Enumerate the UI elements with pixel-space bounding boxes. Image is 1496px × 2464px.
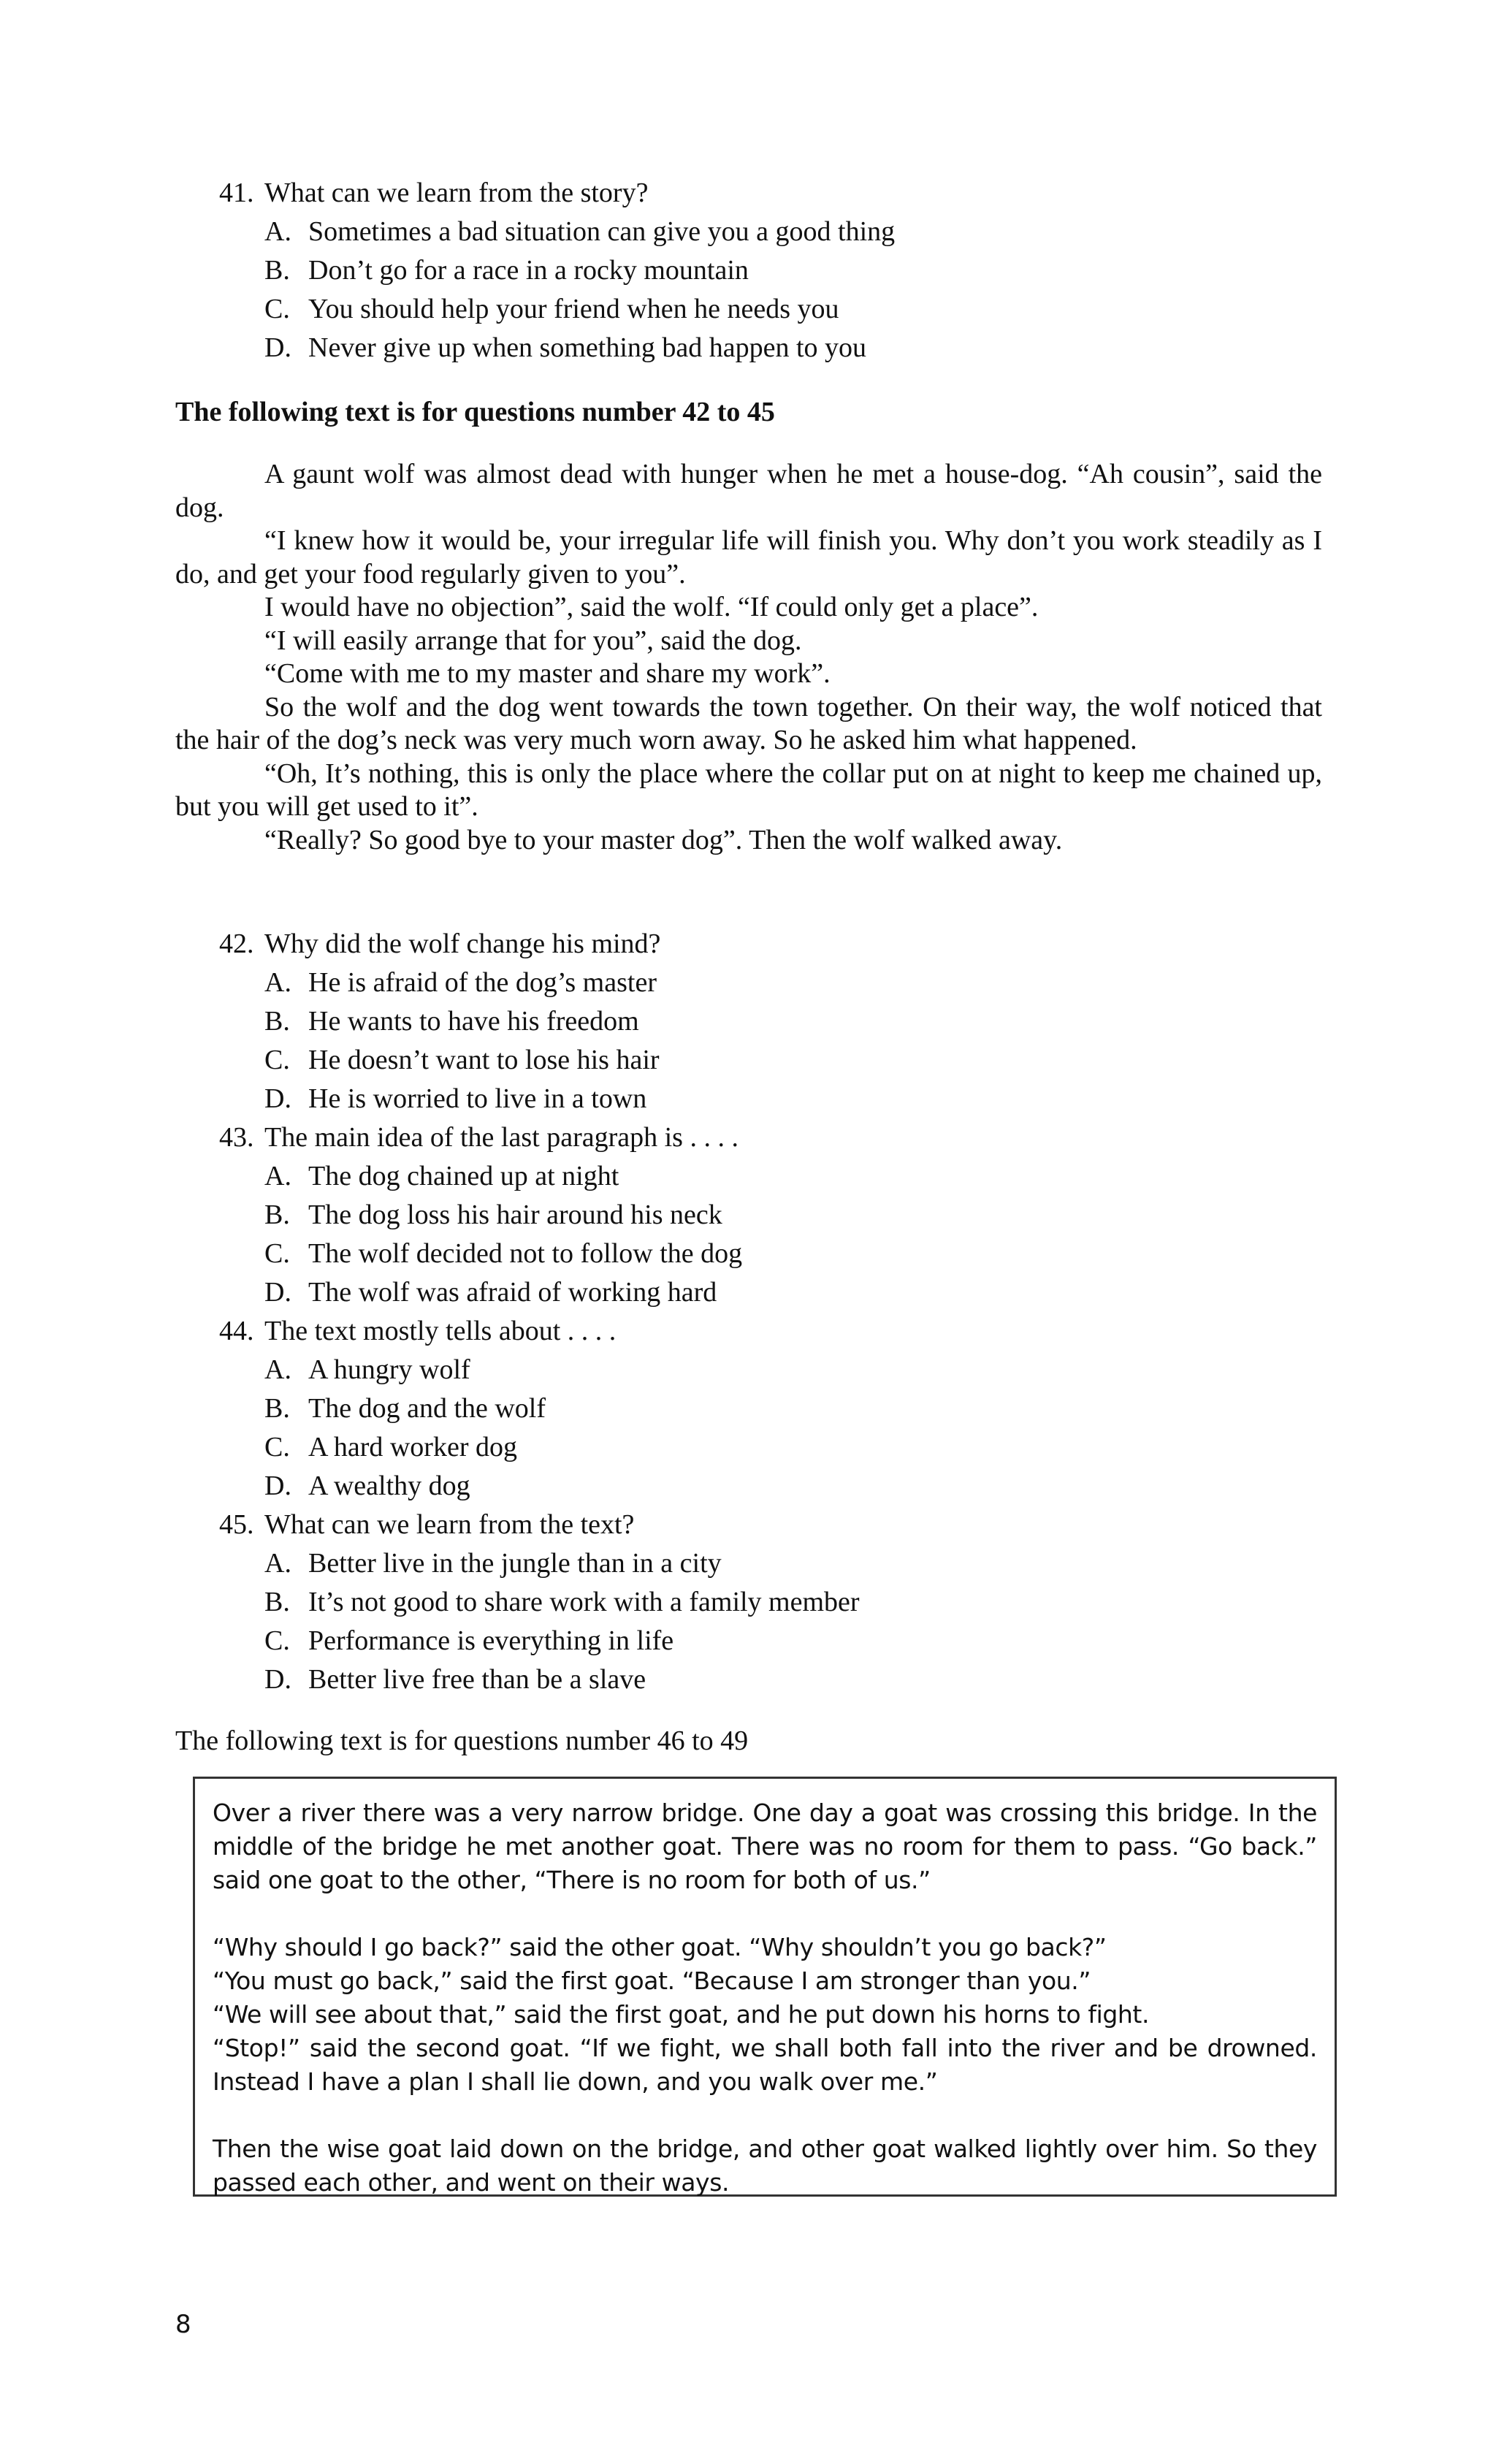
- goat-dialogue-line: “Stop!” said the second goat. “If we fight, we shall both fall into the river and be drowned. Instead I have a plan I shall lie down, and you walk over me.”: [213, 2034, 1317, 2096]
- option-a: [175, 964, 1344, 1002]
- option-letter: B.: [264, 1006, 290, 1037]
- option-text: He is worried to live in a town: [308, 1083, 647, 1114]
- question-line: [175, 1312, 1344, 1351]
- option-letter: B.: [264, 1393, 290, 1424]
- option-text: A hungry wolf: [308, 1354, 470, 1385]
- option-c: [175, 290, 1344, 329]
- option-d: [175, 1273, 1344, 1312]
- question-number: 42.: [219, 928, 254, 959]
- passage-paragraph: “Come with me to my master and share my work”.: [264, 658, 831, 689]
- goat-dialogue-line: “You must go back,” said the first goat. “Because I am stronger than you.”: [213, 1967, 1091, 1995]
- option-c: [175, 1041, 1344, 1080]
- option-letter: D.: [264, 1083, 291, 1114]
- passage-paragraph: “I knew how it would be, your irregular life will finish you. Why don’t you work steadily as I do, and get your food regularly given to you”.: [175, 525, 1322, 590]
- option-letter: D.: [264, 1277, 291, 1308]
- option-text: The dog and the wolf: [308, 1393, 546, 1424]
- option-c: [175, 1428, 1344, 1467]
- question-number: 44.: [219, 1316, 254, 1346]
- question-text: What can we learn from the story?: [264, 178, 649, 208]
- option-d: [175, 1080, 1344, 1118]
- question-text: The text mostly tells about . . . .: [264, 1316, 617, 1346]
- option-text: The wolf decided not to follow the dog: [308, 1238, 743, 1269]
- wolf-story-passage: [175, 458, 1322, 857]
- option-letter: C.: [264, 1045, 290, 1075]
- question-number: 41.: [219, 178, 254, 208]
- option-letter: D.: [264, 1664, 291, 1695]
- option-c: [175, 1622, 1344, 1660]
- option-text: He wants to have his freedom: [308, 1006, 639, 1037]
- passage-paragraph: I would have no objection”, said the wolf. “If could only get a place”.: [264, 592, 1039, 622]
- goat-paragraph: Over a river there was a very narrow bridge. One day a goat was crossing this bridge. In the middle of the bridge he met another goat. There was no room for them to pass. “Go back.” said one goat to the other, “There is no room for both of us.”: [213, 1799, 1317, 1894]
- option-a: [175, 1544, 1344, 1583]
- option-d: [175, 1467, 1344, 1506]
- page-number: 8: [175, 2310, 191, 2339]
- option-b: [175, 1196, 1344, 1235]
- option-letter: D.: [264, 1471, 291, 1501]
- question-41: [175, 174, 1344, 367]
- option-d: [175, 1660, 1344, 1699]
- option-letter: A.: [264, 967, 291, 998]
- option-letter: A.: [264, 1161, 291, 1191]
- option-letter: B.: [264, 1587, 290, 1617]
- option-b: [175, 1583, 1344, 1622]
- section-heading-42-45: The following text is for questions number 42 to 45: [175, 397, 775, 427]
- option-letter: C.: [264, 1238, 290, 1269]
- option-text: It’s not good to share work with a family member: [308, 1587, 860, 1617]
- option-letter: A.: [264, 1548, 291, 1579]
- question-line: [175, 1506, 1344, 1544]
- question-line: [175, 1118, 1344, 1157]
- passage-paragraph: “Oh, It’s nothing, this is only the place where the collar put on at night to keep me chained up, but you will get used to it”.: [175, 758, 1322, 822]
- option-letter: B.: [264, 255, 290, 286]
- goat-story-box: [193, 1777, 1337, 2197]
- question-number: 45.: [219, 1509, 254, 1540]
- passage-paragraph: “I will easily arrange that for you”, said the dog.: [264, 625, 802, 656]
- option-text: He is afraid of the dog’s master: [308, 967, 657, 998]
- option-text: Better live in the jungle than in a city: [308, 1548, 722, 1579]
- option-b: [175, 1389, 1344, 1428]
- questions-42-45: [175, 925, 1344, 1699]
- option-a: [175, 213, 1344, 251]
- option-d: [175, 329, 1344, 367]
- option-text: He doesn’t want to lose his hair: [308, 1045, 660, 1075]
- option-text: Never give up when something bad happen to you: [308, 332, 867, 363]
- option-letter: C.: [264, 1432, 290, 1462]
- option-text: The wolf was afraid of working hard: [308, 1277, 717, 1308]
- option-a: [175, 1351, 1344, 1389]
- option-a: [175, 1157, 1344, 1196]
- option-letter: D.: [264, 332, 291, 363]
- option-c: [175, 1235, 1344, 1273]
- question-text: Why did the wolf change his mind?: [264, 928, 661, 959]
- question-line: [175, 925, 1344, 964]
- option-text: A hard worker dog: [308, 1432, 517, 1462]
- question-text: What can we learn from the text?: [264, 1509, 635, 1540]
- option-text: Sometimes a bad situation can give you a good thing: [308, 216, 896, 247]
- option-letter: C.: [264, 294, 290, 324]
- option-text: A wealthy dog: [308, 1471, 470, 1501]
- option-text: Don’t go for a race in a rocky mountain: [308, 255, 749, 286]
- goat-paragraph: Then the wise goat laid down on the bridge, and other goat walked lightly over him. So they passed each other, and went on their ways.: [213, 2135, 1317, 2197]
- option-text: Better live free than be a slave: [308, 1664, 646, 1695]
- goat-dialogue-line: “Why should I go back?” said the other goat. “Why shouldn’t you go back?”: [213, 1933, 1107, 1961]
- option-letter: A.: [264, 1354, 291, 1385]
- option-text: You should help your friend when he needs you: [308, 294, 839, 324]
- option-letter: A.: [264, 216, 291, 247]
- question-number: 43.: [219, 1122, 254, 1153]
- paragraph-gap: [213, 1897, 1317, 1931]
- goat-dialogue-line: “We will see about that,” said the first goat, and he put down his horns to fight.: [213, 2000, 1150, 2029]
- passage-paragraph: “Really? So good bye to your master dog”. Then the wolf walked away.: [264, 824, 1063, 855]
- option-b: [175, 1002, 1344, 1041]
- question-line: [175, 174, 1344, 213]
- option-letter: C.: [264, 1625, 290, 1656]
- option-text: Performance is everything in life: [308, 1625, 674, 1656]
- option-letter: B.: [264, 1199, 290, 1230]
- passage-paragraph: A gaunt wolf was almost dead with hunger when he met a house-dog. “Ah cousin”, said the dog.: [175, 459, 1322, 523]
- option-b: [175, 251, 1344, 290]
- option-text: The dog loss his hair around his neck: [308, 1199, 722, 1230]
- paragraph-gap: [213, 2099, 1317, 2132]
- option-text: The dog chained up at night: [308, 1161, 619, 1191]
- section-heading-46-49: The following text is for questions number 46 to 49: [175, 1725, 749, 1756]
- passage-paragraph: So the wolf and the dog went towards the town together. On their way, the wolf noticed that the hair of the dog’s neck was very much worn away. So he asked him what happened.: [175, 691, 1322, 755]
- question-text: The main idea of the last paragraph is . . . .: [264, 1122, 739, 1153]
